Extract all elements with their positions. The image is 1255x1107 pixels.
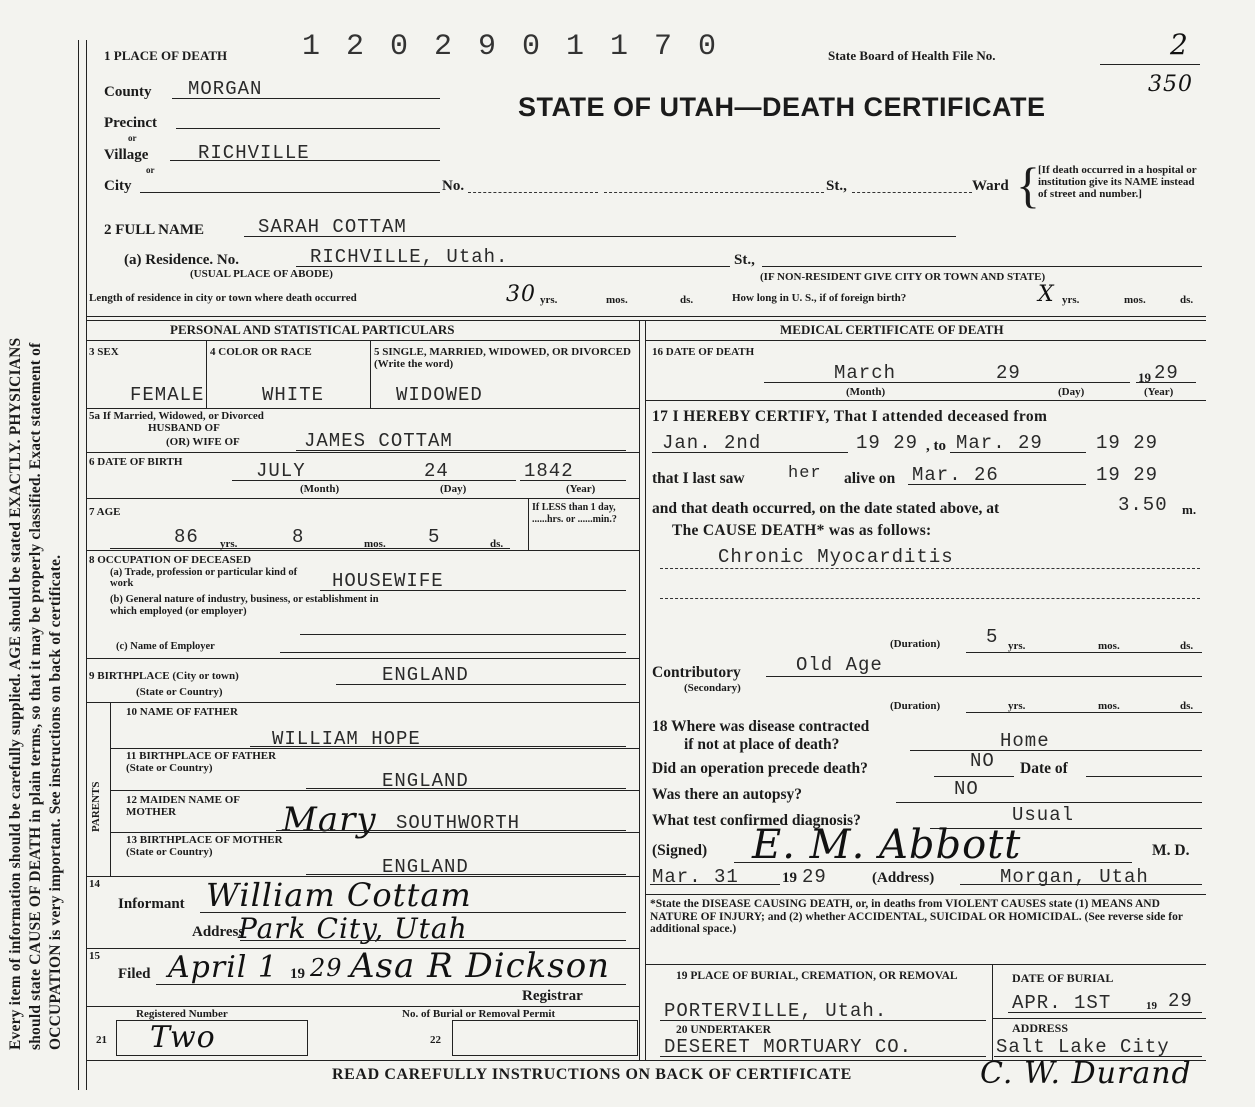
village-label: Village: [104, 147, 149, 163]
full-name-value: SARAH COTTAM: [258, 216, 407, 238]
signed-year-prefix: 19: [782, 870, 797, 886]
disease-contracted-label: 18 Where was disease contracted: [652, 718, 870, 735]
state-file-number: 2: [1170, 28, 1189, 61]
father-name-value: WILLIAM HOPE: [272, 728, 421, 750]
county-label: County: [104, 84, 152, 100]
registered-number-value: Two: [150, 1020, 216, 1055]
left-margin-rule-inner: [86, 40, 87, 1090]
medical-header-rule: [645, 340, 1206, 341]
parents-rule-3: [110, 832, 639, 833]
us-label: How long in U. S., if of foreign birth?: [732, 292, 907, 304]
last-saw-label: that I last saw: [652, 470, 745, 487]
sex-divider: [206, 340, 207, 408]
precinct-line: [176, 128, 440, 129]
us-yrs: yrs.: [1062, 294, 1080, 306]
disease-contracted-line: [910, 750, 1202, 751]
operation-date-label: Date of: [1020, 760, 1068, 777]
registrar-label: Registrar: [522, 988, 583, 1004]
undertaker-value: DESERET MORTUARY CO.: [664, 1036, 913, 1058]
color-divider: [370, 340, 371, 408]
disease-contracted-label-2: if not at place of death?: [684, 736, 840, 753]
spouse-label-3: (OR) WIFE OF: [166, 436, 240, 448]
alive-on-line: [908, 484, 1086, 485]
contrib-duration-yrs: yrs.: [1008, 700, 1026, 712]
certify-label: 17 I HEREBY CERTIFY, That I attended deceased from: [652, 408, 1048, 425]
village-line: [170, 160, 440, 161]
attended-to-year: 19 29: [1096, 432, 1159, 454]
burial-year-prefix: 19: [1146, 1000, 1157, 1012]
death-day: 29: [996, 362, 1021, 384]
death-year-line: [1136, 382, 1196, 383]
operation-value: NO: [970, 750, 995, 772]
informant-address-line: [240, 940, 626, 941]
or-1: or: [128, 133, 137, 143]
father-birthplace-label: 11 BIRTHPLACE OF FATHER (State or Country): [126, 750, 277, 774]
attended-from-year: 19 29: [856, 432, 919, 454]
attended-to-label: , to: [926, 438, 946, 454]
residence-st-label: St.,: [734, 252, 755, 268]
attended-to-line: [950, 452, 1086, 453]
st-label: St.,: [826, 178, 847, 194]
row-rule-5: [86, 658, 639, 659]
burial-date-line: [1008, 1012, 1202, 1013]
contrib-duration-ds: ds.: [1180, 700, 1194, 712]
us-mos: mos.: [1124, 294, 1146, 306]
marital-value: WIDOWED: [396, 384, 483, 406]
ward-label: Ward: [972, 178, 1009, 194]
contrib-duration-label: (Duration): [890, 700, 941, 712]
test-label: What test confirmed diagnosis?: [652, 812, 861, 829]
filed-num: 15: [89, 950, 100, 962]
row-rule-6: [86, 702, 639, 703]
mother-birthplace-label: 13 BIRTHPLACE OF MOTHER (State or Country): [126, 834, 283, 858]
father-birthplace-value: ENGLAND: [382, 770, 469, 792]
personal-header: PERSONAL AND STATISTICAL PARTICULARS: [170, 322, 455, 337]
date-of-death-label: 16 DATE OF DEATH: [652, 346, 755, 358]
md-label: M. D.: [1152, 842, 1190, 859]
or-2: or: [146, 165, 155, 175]
dob-label: 6 DATE OF BIRTH: [89, 456, 183, 468]
birthplace-label-2: (State or Country): [136, 686, 223, 698]
row-rule-9: [86, 1006, 639, 1007]
age-ds-label: ds.: [490, 538, 504, 550]
burial-rule: [992, 1018, 1206, 1019]
attended-from-date: Jan. 2nd: [662, 432, 762, 454]
no-label: No.: [442, 178, 465, 194]
sex-value: FEMALE: [130, 384, 205, 406]
state-file-number-2: 350: [1148, 72, 1193, 97]
death-month: March: [834, 362, 897, 384]
parents-rule-2: [110, 790, 639, 791]
secondary-caption: (Secondary): [684, 682, 741, 694]
residence-line: [296, 266, 730, 267]
less-than-divider: [528, 498, 529, 550]
contributory-value: Old Age: [796, 654, 883, 676]
precinct-label: Precinct: [104, 115, 158, 131]
registered-number-label: Registered Number: [136, 1008, 228, 1020]
informant-address-label: Address: [192, 924, 245, 940]
age-months: 8: [292, 526, 305, 548]
duration-value: 5: [986, 626, 999, 648]
duration-yrs: yrs.: [1008, 640, 1026, 652]
cause-value: Chronic Myocarditis: [718, 546, 954, 568]
informant-label: Informant: [118, 896, 185, 912]
nonresident-caption: (IF NON-RESIDENT GIVE CITY OR TOWN AND STATE): [760, 271, 1046, 283]
birthplace-label: 9 BIRTHPLACE (City or town): [89, 670, 239, 682]
mother-birthplace-value: ENGLAND: [382, 856, 469, 878]
row-rule-4: [86, 550, 639, 551]
filed-year-prefix: 19: [290, 966, 305, 982]
certificate-title: STATE OF UTAH—DEATH CERTIFICATE: [518, 92, 1046, 122]
cause-note: *State the DISEASE CAUSING DEATH, or, in deaths from VIOLENT CAUSES state (1) MEANS AND NATURE OF INJURY; and (2) whether ACCIDENTAL, SUICIDAL OR HOMICIDAL. (See reverse side for additional space.): [650, 898, 1183, 935]
undertaker-address-value: Salt Lake City: [996, 1036, 1170, 1058]
contrib-duration-line: [966, 712, 1202, 713]
burial-divider: [992, 964, 993, 1060]
burial-permit-box: [452, 1020, 638, 1056]
length-ds: ds.: [680, 294, 694, 306]
residence-st-line: [762, 266, 1202, 267]
occupation-value: HOUSEWIFE: [332, 570, 444, 592]
signer-address-value: Morgan, Utah: [1000, 866, 1149, 888]
duration-ds: ds.: [1180, 640, 1194, 652]
color-value: WHITE: [262, 384, 325, 406]
duration-line: [966, 652, 1202, 653]
length-value: 30: [506, 282, 536, 307]
side-instructions-line2: should state CAUSE OF DEATH in plain terms, so that it may be properly classified. Exact statement of: [27, 342, 44, 1050]
city-label: City: [104, 178, 132, 194]
dob-day: 24: [424, 460, 449, 482]
disease-contracted-value: Home: [1000, 730, 1050, 752]
dob-day-caption: (Day): [440, 483, 467, 495]
row-rule-3: [86, 498, 639, 499]
occupation-label: 8 OCCUPATION OF DECEASED: [89, 554, 252, 566]
length-label: Length of residence in city or town where death occurred: [89, 292, 357, 304]
st-line: [852, 192, 972, 193]
operation-label: Did an operation precede death?: [652, 760, 868, 777]
burial-date-value: APR. 1ST: [1012, 992, 1112, 1014]
age-line: [110, 548, 510, 549]
duration-mos: mos.: [1098, 640, 1120, 652]
center-divider: [639, 320, 640, 1060]
death-year-caption: (Year): [1144, 386, 1174, 398]
father-name-label: 10 NAME OF FATHER: [126, 706, 238, 718]
parents-divider: [110, 702, 111, 876]
informant-address-value: Park City, Utah: [238, 912, 468, 945]
spouse-line: [296, 450, 626, 451]
village-value: RICHVILLE: [198, 142, 310, 164]
registrar-signature: Asa R Dickson: [350, 946, 611, 986]
alive-on-date: Mar. 26: [912, 464, 999, 486]
undertaker-line: [660, 1056, 986, 1057]
mother-last-name: SOUTHWORTH: [396, 812, 521, 834]
signed-date-line: [650, 884, 780, 885]
operation-date-line: [1086, 776, 1202, 777]
no-line: [468, 192, 598, 193]
death-month-line: [764, 382, 970, 383]
length-mos: mos.: [606, 294, 628, 306]
parents-vertical-label: PARENTS: [90, 781, 102, 832]
street-line: [604, 192, 824, 193]
marital-label: 5 SINGLE, MARRIED, WIDOWED, OR DIVORCED (Write the word): [374, 346, 631, 370]
main-frame-top-2: [86, 320, 1206, 321]
spouse-label-1: 5a If Married, Widowed, or Divorced: [89, 410, 264, 422]
death-time-m: m.: [1182, 502, 1197, 517]
main-frame-top: [86, 316, 1206, 317]
age-label: 7 AGE: [89, 506, 121, 518]
parents-rule-1: [110, 748, 639, 749]
cause-line-1: [660, 568, 1200, 569]
cause-label: The CAUSE DEATH* was as follows:: [672, 522, 932, 539]
age-mos-label: mos.: [364, 538, 386, 550]
mother-name-label: 12 MAIDEN NAME OF MOTHER: [126, 794, 240, 818]
spouse-label-2: HUSBAND OF: [148, 422, 220, 434]
signed-date: Mar. 31: [652, 866, 739, 888]
place-of-death-label: 1 PLACE OF DEATH: [104, 48, 228, 63]
footer-instructions: READ CAREFULLY INSTRUCTIONS ON BACK OF CERTIFICATE: [332, 1066, 852, 1083]
medical-rule-3: [645, 964, 1206, 965]
cause-line-2: [660, 598, 1200, 599]
father-birthplace-line: [306, 788, 626, 789]
dob-year-line: [520, 480, 626, 481]
medical-rule-2: [645, 894, 1206, 895]
registered-num-21: 21: [96, 1034, 107, 1046]
dob-month-line: [232, 480, 412, 481]
file-number-stamp: 1 2 0 2 9 0 1 1 7 0: [302, 30, 721, 64]
mother-first-name: Mary: [282, 800, 377, 840]
personal-header-rule: [86, 340, 639, 341]
occupation-c-label: (c) Name of Employer: [116, 641, 215, 652]
ward-brace: {: [1016, 157, 1040, 213]
full-name-label: 2 FULL NAME: [104, 222, 205, 238]
death-occurred-label: and that death occurred, on the date stated above, at: [652, 500, 1000, 517]
death-day-line: [970, 382, 1130, 383]
attended-from-line: [652, 452, 848, 453]
operation-line: [934, 776, 1014, 777]
color-label: 4 COLOR OR RACE: [210, 346, 312, 358]
signer-address-label: (Address): [872, 870, 935, 886]
alive-on-year: 19 29: [1096, 464, 1159, 486]
undertaker-label: 20 UNDERTAKER: [676, 1024, 771, 1036]
usual-abode-caption: (USUAL PLACE OF ABODE): [190, 268, 333, 280]
sex-label: 3 SEX: [89, 346, 119, 358]
us-ds: ds.: [1180, 294, 1194, 306]
age-yrs-label: yrs.: [220, 538, 238, 550]
death-year: 29: [1154, 362, 1179, 384]
length-yrs: yrs.: [540, 294, 558, 306]
left-margin-rule: [78, 40, 79, 1090]
side-instructions-line3: OCCUPATION is very important. See instructions on back of certificate.: [47, 554, 64, 1050]
signed-year: 29: [802, 866, 827, 888]
burial-place-line: [660, 1020, 986, 1021]
occupation-b-label: (b) General nature of industry, business, or establishment in which employed (or employer): [110, 594, 379, 617]
burial-place-value: PORTERVILLE, Utah.: [664, 1000, 888, 1022]
center-divider-2: [645, 320, 646, 1060]
contributory-line: [766, 676, 1202, 677]
age-years: 86: [174, 526, 199, 548]
occupation-a-label: (a) Trade, profession or particular kind of work: [110, 567, 298, 589]
county-value: MORGAN: [188, 78, 263, 100]
occupation-c-line: [280, 652, 626, 653]
undertaker-signature: C. W. Durand: [980, 1056, 1192, 1091]
occupation-b-line: [300, 634, 626, 635]
filed-year: 29: [310, 954, 343, 982]
autopsy-value: NO: [954, 778, 979, 800]
death-day-caption: (Day): [1058, 386, 1085, 398]
contrib-duration-mos: mos.: [1098, 700, 1120, 712]
autopsy-line: [896, 802, 1202, 803]
occupation-line: [320, 590, 626, 591]
medical-rule-1: [645, 400, 1206, 401]
filed-date: April 1: [168, 950, 279, 985]
test-value: Usual: [1012, 804, 1075, 826]
dob-day-line: [412, 480, 516, 481]
row-rule-1: [86, 408, 639, 409]
birthplace-value: ENGLAND: [382, 664, 469, 686]
state-file-label: State Board of Health File No.: [828, 48, 996, 63]
hospital-note: [If death occurred in a hospital or institution give its NAME instead of street and number.]: [1038, 164, 1197, 200]
full-name-line: [244, 236, 956, 237]
burial-date-label: DATE OF BURIAL: [1012, 971, 1114, 985]
age-days: 5: [428, 526, 441, 548]
burial-place-label: 19 PLACE OF BURIAL, CREMATION, OR REMOVAL: [676, 970, 958, 982]
duration-label: (Duration): [890, 638, 941, 650]
city-line: [140, 192, 440, 193]
state-file-line: [1100, 64, 1200, 65]
birthplace-line: [336, 684, 626, 685]
death-year-prefix: 19: [1138, 370, 1151, 385]
undertaker-address-label: ADDRESS: [1012, 1021, 1069, 1035]
residence-value: RICHVILLE, Utah.: [310, 246, 509, 268]
informant-num: 14: [89, 878, 100, 890]
filed-label: Filed: [118, 966, 151, 982]
less-than-label: If LESS than 1 day, ......hrs. or ......min.?: [532, 502, 617, 525]
contributory-label: Contributory: [652, 664, 741, 681]
medical-header: MEDICAL CERTIFICATE OF DEATH: [780, 322, 1004, 337]
father-name-line: [250, 746, 626, 747]
death-time: 3.50: [1118, 494, 1168, 516]
signed-label: (Signed): [652, 842, 708, 859]
signed-line: [734, 862, 1132, 863]
alive-on-label: alive on: [844, 470, 896, 487]
burial-permit-label: No. of Burial or Removal Permit: [402, 1008, 556, 1020]
spouse-value: JAMES COTTAM: [304, 430, 453, 452]
autopsy-label: Was there an autopsy?: [652, 786, 802, 803]
residence-label: (a) Residence. No.: [124, 252, 239, 268]
signer-address-line: [960, 884, 1202, 885]
filed-line: [156, 984, 626, 985]
dob-month-caption: (Month): [300, 483, 340, 495]
death-month-caption: (Month): [846, 386, 886, 398]
burial-year: 29: [1168, 990, 1193, 1012]
last-saw-pronoun: her: [788, 464, 822, 483]
us-value: X: [1038, 282, 1055, 307]
dob-year-caption: (Year): [566, 483, 596, 495]
mother-name-line: [276, 830, 626, 831]
dob-month: JULY: [256, 460, 306, 482]
row-rule-2: [86, 452, 639, 453]
physician-signature: E. M. Abbott: [752, 822, 1022, 868]
county-line: [172, 98, 440, 99]
side-instructions-line1: Every item of information should be carefully supplied. AGE should be stated EXACTLY. PHYSICIANS: [7, 337, 24, 1050]
registered-num-22: 22: [430, 1034, 441, 1046]
informant-signature: William Cottam: [206, 876, 472, 914]
mother-birthplace-line: [306, 874, 626, 875]
side-instructions: [0, 0, 78, 1107]
attended-to-date: Mar. 29: [956, 432, 1043, 454]
dob-year: 1842: [524, 460, 574, 482]
